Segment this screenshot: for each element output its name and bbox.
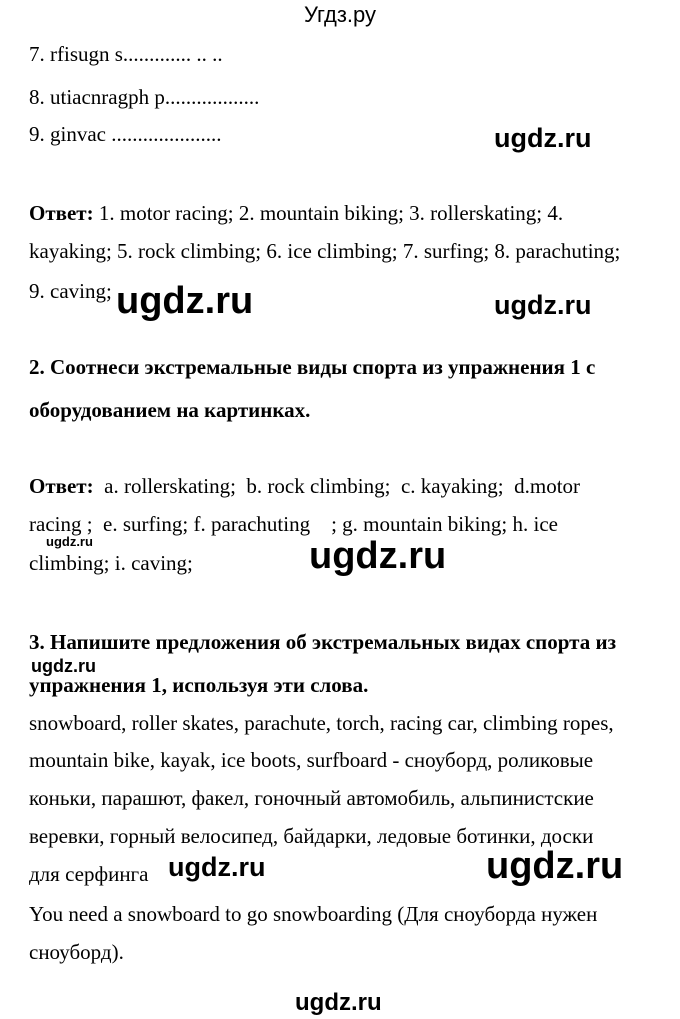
watermark: ugdz.ru: [494, 290, 592, 320]
watermark: ugdz.ru: [46, 534, 93, 549]
exercise3-body-line-6: You need a snowboard to go snowboarding (Для сноуборда нужен: [29, 902, 598, 926]
answer-label: Ответ:: [29, 474, 94, 498]
answer-label: Ответ:: [29, 201, 94, 225]
exercise1-answer-line-1: [29, 203, 563, 224]
watermark: ugdz.ru: [31, 656, 96, 676]
watermark: ugdz.ru: [295, 989, 382, 1016]
exercise3-body-line-3: коньки, парашют, факел, гоночный автомобиль, альпинистские: [29, 786, 594, 810]
answer-text: a. rollerskating; b. rock climbing; c. kayaking; d.motor: [93, 474, 581, 498]
exercise1-item-9: 9. ginvac .....................: [29, 122, 222, 146]
watermark: ugdz.ru: [486, 845, 624, 887]
exercise2-title-line-1: 2. Соотнеси экстремальные виды спорта из упражнения 1 с: [29, 355, 596, 379]
exercise3-title-line-2: упражнения 1, используя эти слова.: [29, 673, 369, 697]
exercise2-title-line-2: оборудованием на картинках.: [29, 398, 311, 422]
exercise3-body-line-7: сноуборд).: [29, 940, 124, 964]
exercise3-body-line-1: snowboard, roller skates, parachute, torch, racing car, climbing ropes,: [29, 711, 614, 735]
answer-text: 1. motor racing; 2. mountain biking; 3. rollerskating; 4.: [93, 201, 564, 225]
exercise3-body-line-4: веревки, горный велосипед, байдарки, ледовые ботинки, доски: [29, 824, 594, 848]
exercise2-answer-line-3: climbing; i. caving;: [29, 551, 193, 575]
exercise3-body-line-2: mountain bike, kayak, ice boots, surfboard - сноуборд, роликовые: [29, 748, 594, 772]
watermark: ugdz.ru: [168, 852, 266, 882]
exercise1-answer-line-2: kayaking; 5. rock climbing; 6. ice climbing; 7. surfing; 8. parachuting;: [29, 239, 621, 263]
exercise3-title-line-1: 3. Напишите предложения об экстремальных видах спорта из: [29, 630, 617, 654]
exercise1-answer-line-3: 9. caving;: [29, 279, 112, 303]
exercise1-item-7: 7. rfisugn s............. .. ..: [29, 42, 223, 66]
exercise1-item-8: 8. utiacnragph p..................: [29, 85, 260, 109]
exercise2-answer-line-1: [29, 476, 580, 497]
exercise2-answer-line-2: racing ; e. surfing; f. parachuting ; g. mountain biking; h. ice: [29, 512, 558, 536]
exercise3-body-line-5: для серфинга: [29, 862, 149, 886]
watermark: ugdz.ru: [494, 123, 592, 153]
watermark: ugdz.ru: [309, 535, 447, 577]
site-title[interactable]: Угдз.ру: [303, 2, 377, 27]
watermark: ugdz.ru: [116, 280, 254, 322]
